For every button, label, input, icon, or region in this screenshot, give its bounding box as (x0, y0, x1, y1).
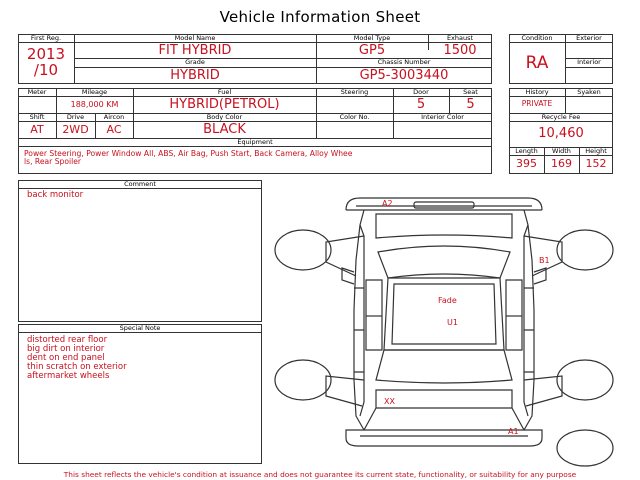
mileage-label: Mileage (81, 88, 108, 96)
special-note-label: Special Note (119, 324, 161, 332)
damage-mark-xx: XX (384, 397, 395, 406)
special-note-item: dent on end panel (27, 353, 105, 363)
recycle-fee-value: 10,460 (538, 126, 584, 141)
body-color-value: BLACK (203, 122, 246, 137)
disclaimer-footer: This sheet reflects the vehicle's condition at issuance and does not guarantee its current state, functionality, or suitability for any purpose (63, 470, 577, 479)
grille (414, 202, 474, 208)
windshield (378, 246, 510, 278)
mileage-value: 188,000 KM (70, 100, 119, 109)
trunk (376, 390, 512, 408)
roof (384, 278, 504, 350)
drive-label: Drive (66, 113, 85, 121)
damage-mark-a1: A1 (508, 427, 519, 436)
front-right-wheel (557, 230, 613, 270)
first-reg-label: First Reg. (30, 34, 62, 42)
body-color-label: Body Color (206, 113, 243, 121)
meter-label: Meter (27, 88, 47, 96)
damage-mark-b1: B1 (539, 256, 550, 265)
fuel-value: HYBRID(PETROL) (169, 97, 280, 112)
condition-grade-value: RA (525, 53, 549, 73)
height-value: 152 (585, 157, 607, 170)
first-reg-year: 2013 (26, 45, 66, 63)
width-label: Width (552, 147, 571, 155)
condition-label: Condition (521, 34, 553, 42)
color-no-label: Color No. (339, 113, 370, 121)
length-label: Length (515, 147, 538, 155)
special-note-item: aftermarket wheels (27, 371, 110, 381)
drive-value: 2WD (62, 123, 89, 136)
exhaust-value: 1500 (443, 43, 477, 58)
interior-color-label: Interior Color (421, 113, 464, 121)
comment-text: back monitor (27, 190, 84, 200)
model-type-value: GP5 (358, 43, 386, 58)
damage-mark-fade: Fade (438, 296, 457, 305)
rear-right-wheel (557, 360, 613, 400)
spare-wheel (557, 430, 613, 466)
aircon-value: AC (106, 123, 122, 136)
syaken-label: Syaken (577, 88, 601, 96)
special-note-item: distorted rear floor (27, 335, 108, 345)
fuel-label: Fuel (217, 88, 232, 96)
comment-label: Comment (124, 180, 156, 188)
special-note-item: thin scratch on exterior (27, 362, 127, 372)
model-name-label: Model Name (174, 34, 216, 42)
rear-fenders (326, 376, 562, 406)
first-reg-month: /10 (33, 61, 59, 79)
right-doors (524, 288, 534, 372)
shift-label: Shift (29, 113, 45, 121)
body-outline (354, 210, 534, 430)
left-doors (354, 288, 364, 372)
height-label: Height (585, 147, 607, 155)
right-side-windows (506, 280, 522, 350)
hood (376, 214, 512, 238)
chassis-number-value: GP5-3003440 (359, 68, 449, 83)
left-side-windows (366, 280, 382, 350)
seat-label: Seat (463, 88, 478, 96)
chassis-number-label: Chassis Number (377, 58, 431, 66)
width-value: 169 (551, 157, 572, 170)
length-value: 395 (516, 157, 537, 170)
door-value: 5 (416, 97, 426, 112)
grade-value: HYBRID (170, 68, 220, 83)
steering-label: Steering (340, 88, 369, 96)
damage-mark-a2: A2 (382, 199, 393, 208)
model-type-label: Model Type (353, 34, 391, 42)
grade-label: Grade (185, 58, 205, 66)
exhaust-label: Exhaust (446, 34, 474, 42)
model-name-value: FIT HYBRID (158, 43, 232, 58)
special-note-item: big dirt on interior (27, 344, 105, 354)
equipment-label: Equipment (237, 138, 273, 146)
history-label: History (525, 88, 549, 96)
aircon-label: Aircon (103, 113, 125, 121)
sheet-title: Vehicle Information Sheet (219, 8, 421, 26)
equipment-line-2: ls, Rear Spoiler (24, 157, 81, 166)
car-damage-diagram (268, 180, 620, 470)
exterior-label: Exterior (576, 34, 602, 42)
rear-window (376, 350, 512, 383)
seat-value: 5 (466, 97, 475, 112)
history-value: PRIVATE (521, 99, 553, 108)
comment-box (18, 180, 262, 322)
front-left-wheel (275, 230, 331, 270)
door-label: Door (413, 88, 429, 96)
equipment-line-1: Power Steering, Power Window All, ABS, Air Bag, Push Start, Back Camera, Alloy Whee (24, 149, 353, 158)
damage-mark-u1: U1 (447, 318, 458, 327)
interior-label: Interior (577, 58, 601, 66)
rear-left-wheel (275, 360, 331, 400)
shift-value: AT (30, 123, 44, 136)
recycle-fee-label: Recycle Fee (541, 113, 581, 121)
